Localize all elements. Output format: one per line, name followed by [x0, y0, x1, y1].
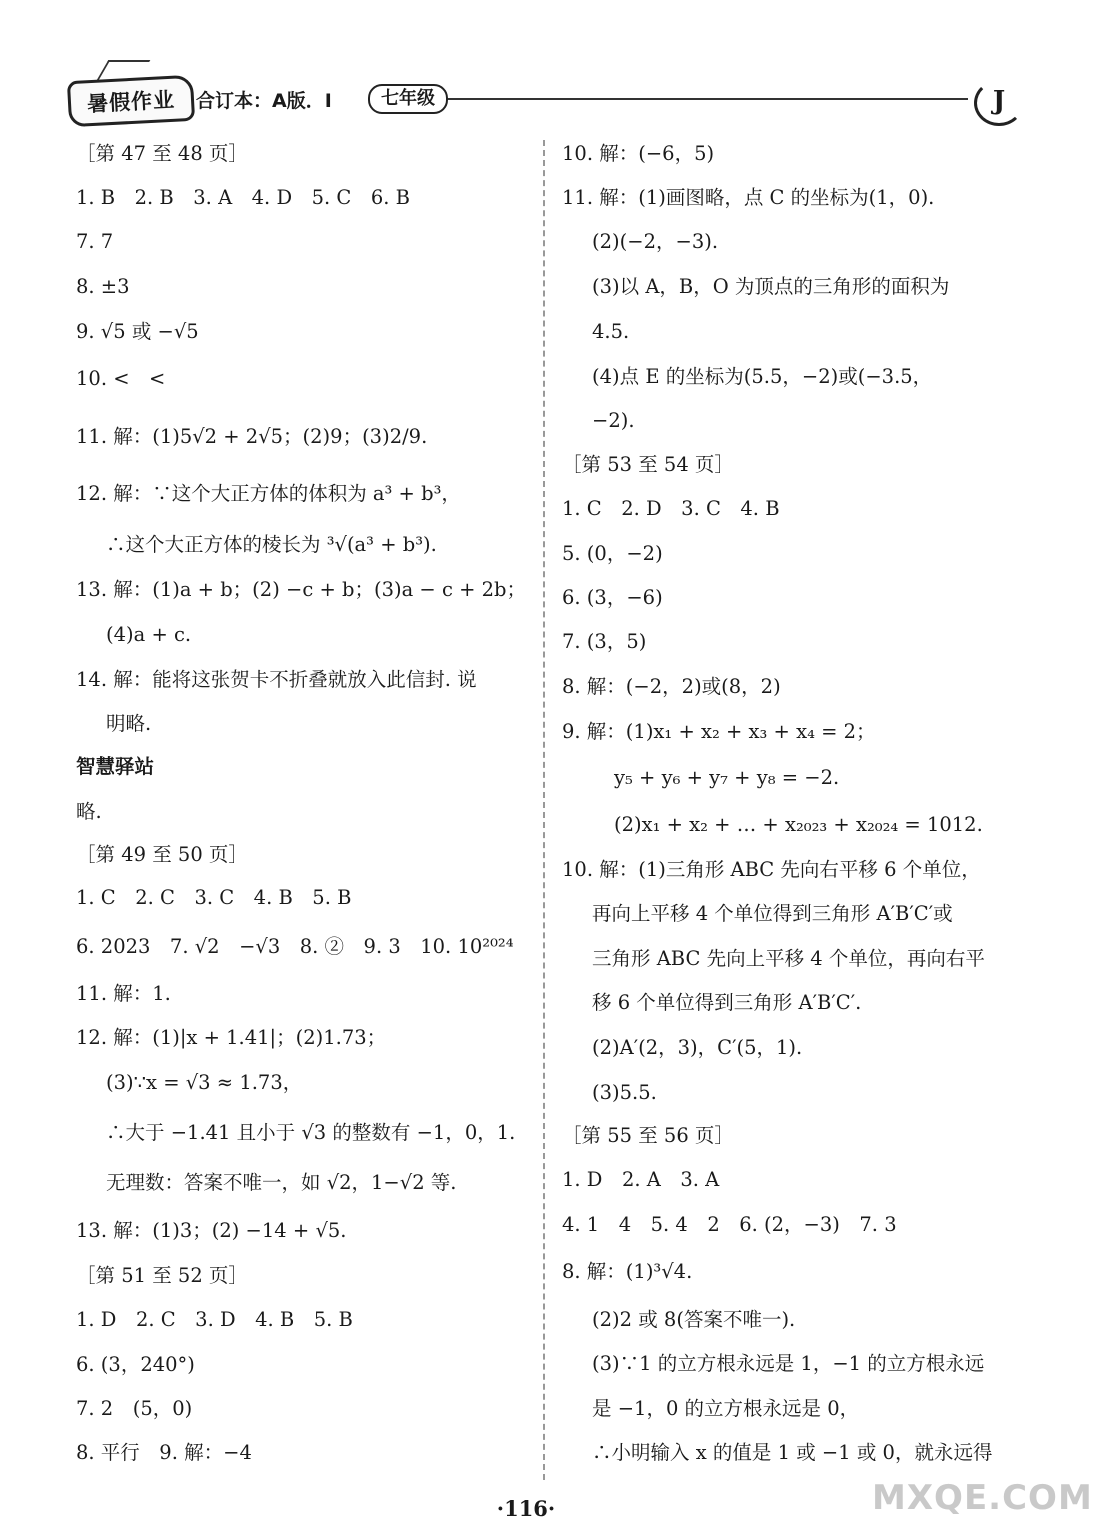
- answer-line: 7. 7: [76, 230, 114, 253]
- answer-line: (2)2 或 8(答案不唯一).: [592, 1308, 796, 1331]
- answer-line: 9. 解：(1)x₁ + x₂ + x₃ + x₄ = 2；: [562, 720, 876, 743]
- answer-line: 7. (3，5): [562, 630, 647, 653]
- answer-line: (4)点 E 的坐标为(5.5，−2)或(−3.5，: [592, 365, 933, 388]
- answer-line: (4)a + c.: [106, 623, 192, 646]
- answer-line: −2).: [592, 409, 635, 432]
- answer-line: 9. √5 或 −√5: [76, 320, 199, 343]
- answer-line: 12. 解：∵这个大正方体的体积为 a³ + b³，: [76, 482, 461, 505]
- answer-line: 8. ±3: [76, 275, 130, 298]
- page-corner-icon: J: [974, 80, 1024, 126]
- answer-line: 13. 解：(1)a + b；(2) −c + b；(3)a − c + 2b；: [76, 578, 527, 601]
- answer-line: 1. D 2. C 3. D 4. B 5. B: [76, 1308, 353, 1331]
- answer-line: 4.5.: [592, 320, 630, 343]
- answer-line: 12. 解：(1)|x + 1.41|；(2)1.73；: [76, 1026, 387, 1049]
- answer-line: ∴小明输入 x 的值是 1 或 −1 或 0，就永远得: [592, 1441, 993, 1464]
- answer-line: ［第 49 至 50 页］: [76, 843, 248, 866]
- answer-line: 10. < <: [76, 367, 166, 390]
- answer-line: ∴大于 −1.41 且小于 √3 的整数有 −1，0，1.: [106, 1121, 516, 1144]
- edition-label: 合订本：A版．I: [196, 90, 332, 112]
- answer-line: 三角形 ABC 先向上平移 4 个单位，再向右平: [592, 947, 985, 970]
- answer-line: 7. 2 (5，0): [76, 1397, 193, 1420]
- answer-line: 1. D 2. A 3. A: [562, 1168, 720, 1191]
- answer-line: 1. C 2. C 3. C 4. B 5. B: [76, 886, 352, 909]
- answer-line: (2)x₁ + x₂ + … + x₂₀₂₃ + x₂₀₂₄ = 1012.: [614, 813, 983, 836]
- answer-line: 6. (3，240°): [76, 1353, 195, 1376]
- series-logo: 暑假作业: [67, 75, 195, 128]
- column-divider: [543, 140, 545, 1480]
- answer-line: 6. (3，−6): [562, 586, 663, 609]
- answer-line: y₅ + y₆ + y₇ + y₈ = −2.: [614, 766, 840, 789]
- answer-line: ［第 51 至 52 页］: [76, 1264, 248, 1287]
- answer-line: ［第 47 至 48 页］: [76, 142, 248, 165]
- answer-line: 8. 平行 9. 解：−4: [76, 1441, 252, 1464]
- answer-line: 11. 解：(1)画图略，点 C 的坐标为(1，0).: [562, 186, 935, 209]
- answer-line: (3)∵x = √3 ≈ 1.73，: [106, 1071, 303, 1094]
- answer-line: (2)(−2，−3).: [592, 230, 719, 253]
- answer-line: 5. (0，−2): [562, 542, 663, 565]
- answer-line: ［第 53 至 54 页］: [562, 453, 734, 476]
- answer-line: (3)5.5.: [592, 1081, 657, 1104]
- page-number: ·116·: [496, 1496, 556, 1521]
- answer-line: (2)A′(2，3)，C′(5，1).: [592, 1036, 803, 1059]
- answer-line: 4. 1 4 5. 4 2 6. (2，−3) 7. 3: [562, 1213, 897, 1236]
- answer-line: 智慧驿站: [76, 755, 155, 778]
- answer-line: (3)以 A，B，O 为顶点的三角形的面积为: [592, 275, 950, 298]
- answer-line: 1. B 2. B 3. A 4. D 5. C 6. B: [76, 186, 410, 209]
- answer-line: 明略.: [106, 712, 152, 735]
- answer-line: 6. 2023 7. √2 −√3 8. ② 9. 3 10. 10²⁰²⁴: [76, 935, 514, 958]
- answer-line: 移 6 个单位得到三角形 A′B′C′.: [592, 991, 862, 1014]
- answer-line: 10. 解：(1)三角形 ABC 先向右平移 6 个单位，: [562, 858, 981, 881]
- answer-line: 略.: [76, 800, 102, 823]
- header-rule: [448, 98, 968, 100]
- answer-line: ［第 55 至 56 页］: [562, 1124, 734, 1147]
- grade-badge: 七年级: [368, 84, 448, 114]
- answer-line: ∴这个大正方体的棱长为 ³√(a³ + b³).: [106, 533, 437, 556]
- answer-line: 11. 解：(1)5√2 + 2√5；(2)9；(3)2/9.: [76, 425, 428, 448]
- answer-line: 是 −1，0 的立方根永远是 0，: [592, 1397, 860, 1420]
- answer-line: 8. 解：(−2，2)或(8，2): [562, 675, 781, 698]
- answer-line: 1. C 2. D 3. C 4. B: [562, 497, 780, 520]
- answer-line: 14. 解：能将这张贺卡不折叠就放入此信封. 说: [76, 668, 477, 691]
- answer-line: 再向上平移 4 个单位得到三角形 A′B′C′或: [592, 902, 953, 925]
- answer-line: 13. 解：(1)3；(2) −14 + √5.: [76, 1219, 347, 1242]
- answer-line: (3)∵1 的立方根永远是 1，−1 的立方根永远: [592, 1352, 985, 1375]
- page-header: [62, 76, 1022, 124]
- answer-line: 8. 解：(1)³√4.: [562, 1260, 693, 1283]
- answer-line: 10. 解：(−6，5): [562, 142, 715, 165]
- watermark: MXQE.COM: [872, 1478, 1093, 1518]
- answer-line: 无理数：答案不唯一，如 √2，1−√2 等.: [106, 1171, 457, 1194]
- answer-line: 11. 解：1.: [76, 982, 171, 1005]
